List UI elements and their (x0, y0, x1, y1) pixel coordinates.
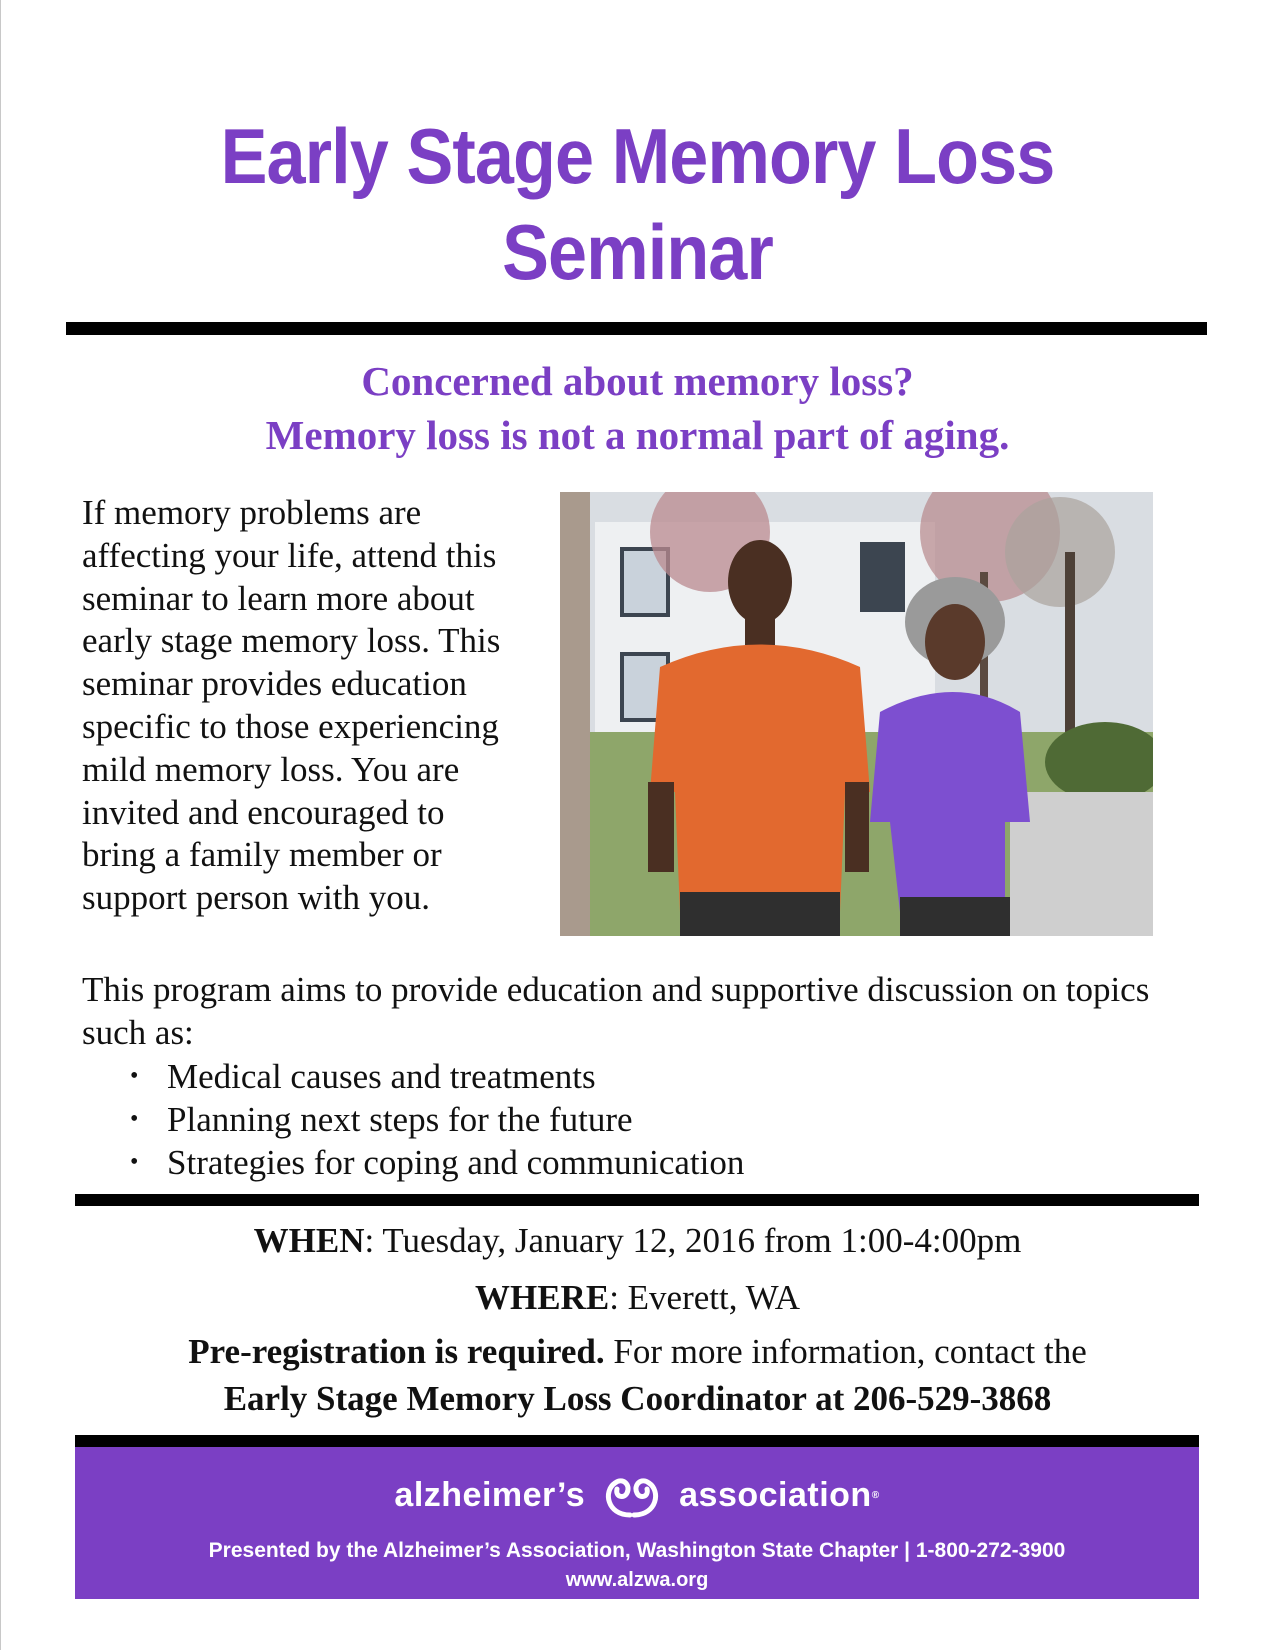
website-link[interactable]: www.alzwa.org (565, 1569, 709, 1591)
topics-list (82, 1055, 1182, 1184)
bullet-icon: • (130, 1106, 139, 1132)
registration-info (0, 1328, 1275, 1422)
registration-contact: For more information, contact the (604, 1332, 1087, 1371)
bullet-icon: • (130, 1063, 139, 1089)
title-line-1: Early Stage Memory Loss (220, 112, 1055, 200)
registered-mark: ® (871, 1489, 880, 1501)
topic-text: Planning next steps for the future (167, 1100, 633, 1139)
where-value: : Everett, WA (609, 1278, 801, 1317)
topic-text: Medical causes and treatments (167, 1057, 596, 1096)
footer-banner (75, 1447, 1199, 1599)
subtitle-line-1: Concerned about memory loss? (361, 358, 914, 404)
list-item (82, 1141, 1182, 1184)
alzheimers-association-logo (75, 1469, 1199, 1521)
where-label: WHERE (474, 1278, 610, 1317)
couple-photo (560, 492, 1153, 936)
topic-text: Strategies for coping and communication (167, 1143, 745, 1182)
divider-top (66, 322, 1207, 335)
registration-line-1 (0, 1328, 1275, 1375)
when-line (0, 1219, 1275, 1263)
bullet-icon: • (130, 1149, 139, 1175)
program-paragraph: This program aims to provide education and supportive discussion on topics such as: (82, 970, 1150, 1052)
presented-by: Presented by the Alzheimer’s Association, Washington State Chapter | 1-800-272-3900 (208, 1539, 1066, 1562)
purple-brain-icon (597, 1471, 667, 1519)
subtitle-line-2: Memory loss is not a normal part of aging. (265, 412, 1010, 458)
title-line-2: Seminar (502, 208, 773, 296)
coordinator-contact: Early Stage Memory Loss Coordinator at 206-529-3868 (223, 1379, 1052, 1418)
list-item (82, 1098, 1182, 1141)
where-line (0, 1276, 1275, 1320)
brand-word-left: alzheimer’s (394, 1475, 586, 1514)
brand-word-right: association (679, 1475, 872, 1514)
registration-required: Pre-registration is required. (188, 1332, 605, 1371)
subtitle (0, 354, 1275, 462)
intro-paragraph: If memory problems are affecting your life, attend this seminar to learn more about early stage memory loss. This seminar provides education specific to those experiencing mild memory loss. You are invited and encouraged to bring a family member or support person with you. (82, 493, 501, 918)
divider-bottom (75, 1435, 1199, 1447)
divider-middle (75, 1194, 1199, 1206)
when-label: WHEN (253, 1221, 365, 1260)
list-item (82, 1055, 1182, 1098)
page-title (64, 108, 1212, 300)
when-value: : Tuesday, January 12, 2016 from 1:00-4:00pm (364, 1221, 1022, 1260)
